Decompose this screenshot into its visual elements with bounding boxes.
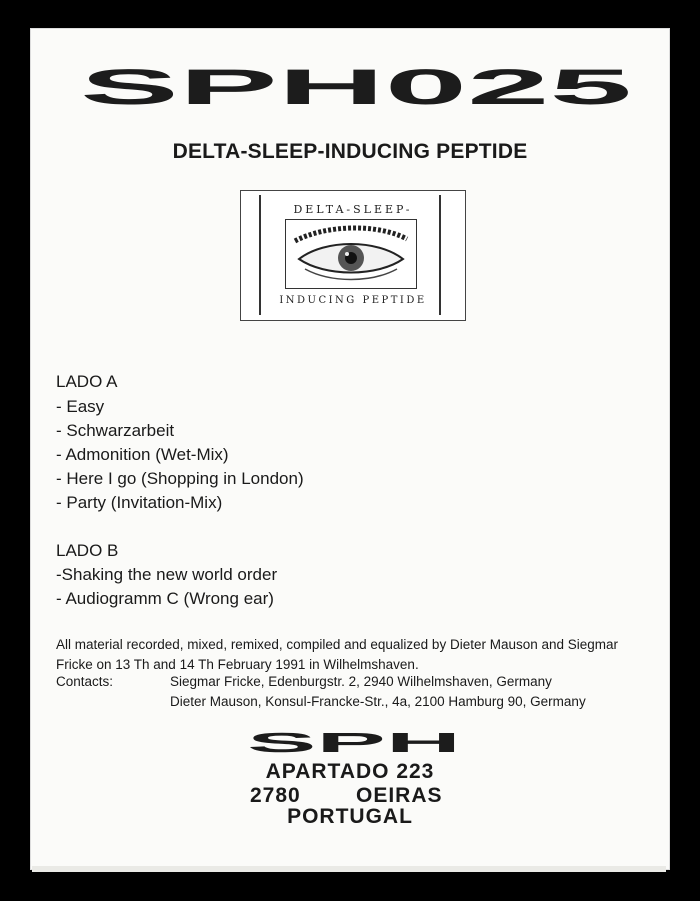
address-line: APARTADO 223 xyxy=(265,760,435,783)
track-item: -Shaking the new world order xyxy=(56,565,278,584)
track-item: - Admonition (Wet-Mix) xyxy=(56,445,229,464)
cover-top-text: DELTA-SLEEP- xyxy=(293,203,413,216)
eye-icon xyxy=(285,219,417,289)
track-item: - Here I go (Shopping in London) xyxy=(56,469,304,488)
catalog-code: SPH025 xyxy=(80,64,632,112)
contacts-label: Contacts: xyxy=(56,674,114,689)
release-title: DELTA-SLEEP-INDUCING PEPTIDE xyxy=(172,140,528,163)
paper-edge xyxy=(32,866,666,872)
track-item: - Easy xyxy=(56,397,105,416)
address-city: OEIRAS xyxy=(356,784,443,807)
cover-border-right xyxy=(439,195,441,315)
contact-line: Dieter Mauson, Konsul-Francke-Str., 4a, 2100 Hamburg 90, Germany xyxy=(170,694,586,709)
contact-line: Siegmar Fricke, Edenburgstr. 2, 2940 Wilhelmshaven, Germany xyxy=(170,674,552,689)
side-a-label: LADO A xyxy=(56,372,118,391)
catalog-code-logo xyxy=(78,64,634,112)
credits-text: All material recorded, mixed, remixed, compiled and equalized by Dieter Mauson and Siegmar Fricke on 13 Th and 14 Th February 1991 in Wilhelmshaven. xyxy=(56,637,619,672)
track-item: - Audiogramm C (Wrong ear) xyxy=(56,589,274,608)
address-country: PORTUGAL xyxy=(287,805,413,828)
cover-art xyxy=(240,190,466,321)
track-item: - Schwarzarbeit xyxy=(56,421,175,440)
side-b-label: LADO B xyxy=(56,541,119,560)
cover-bottom-text: INDUCING PEPTIDE xyxy=(279,295,427,306)
track-item: - Party (Invitation-Mix) xyxy=(56,493,223,512)
label-name: SPH xyxy=(247,730,461,754)
address-postcode: 2780 xyxy=(250,784,301,807)
cover-border-left xyxy=(259,195,261,315)
label-logo xyxy=(246,730,462,754)
